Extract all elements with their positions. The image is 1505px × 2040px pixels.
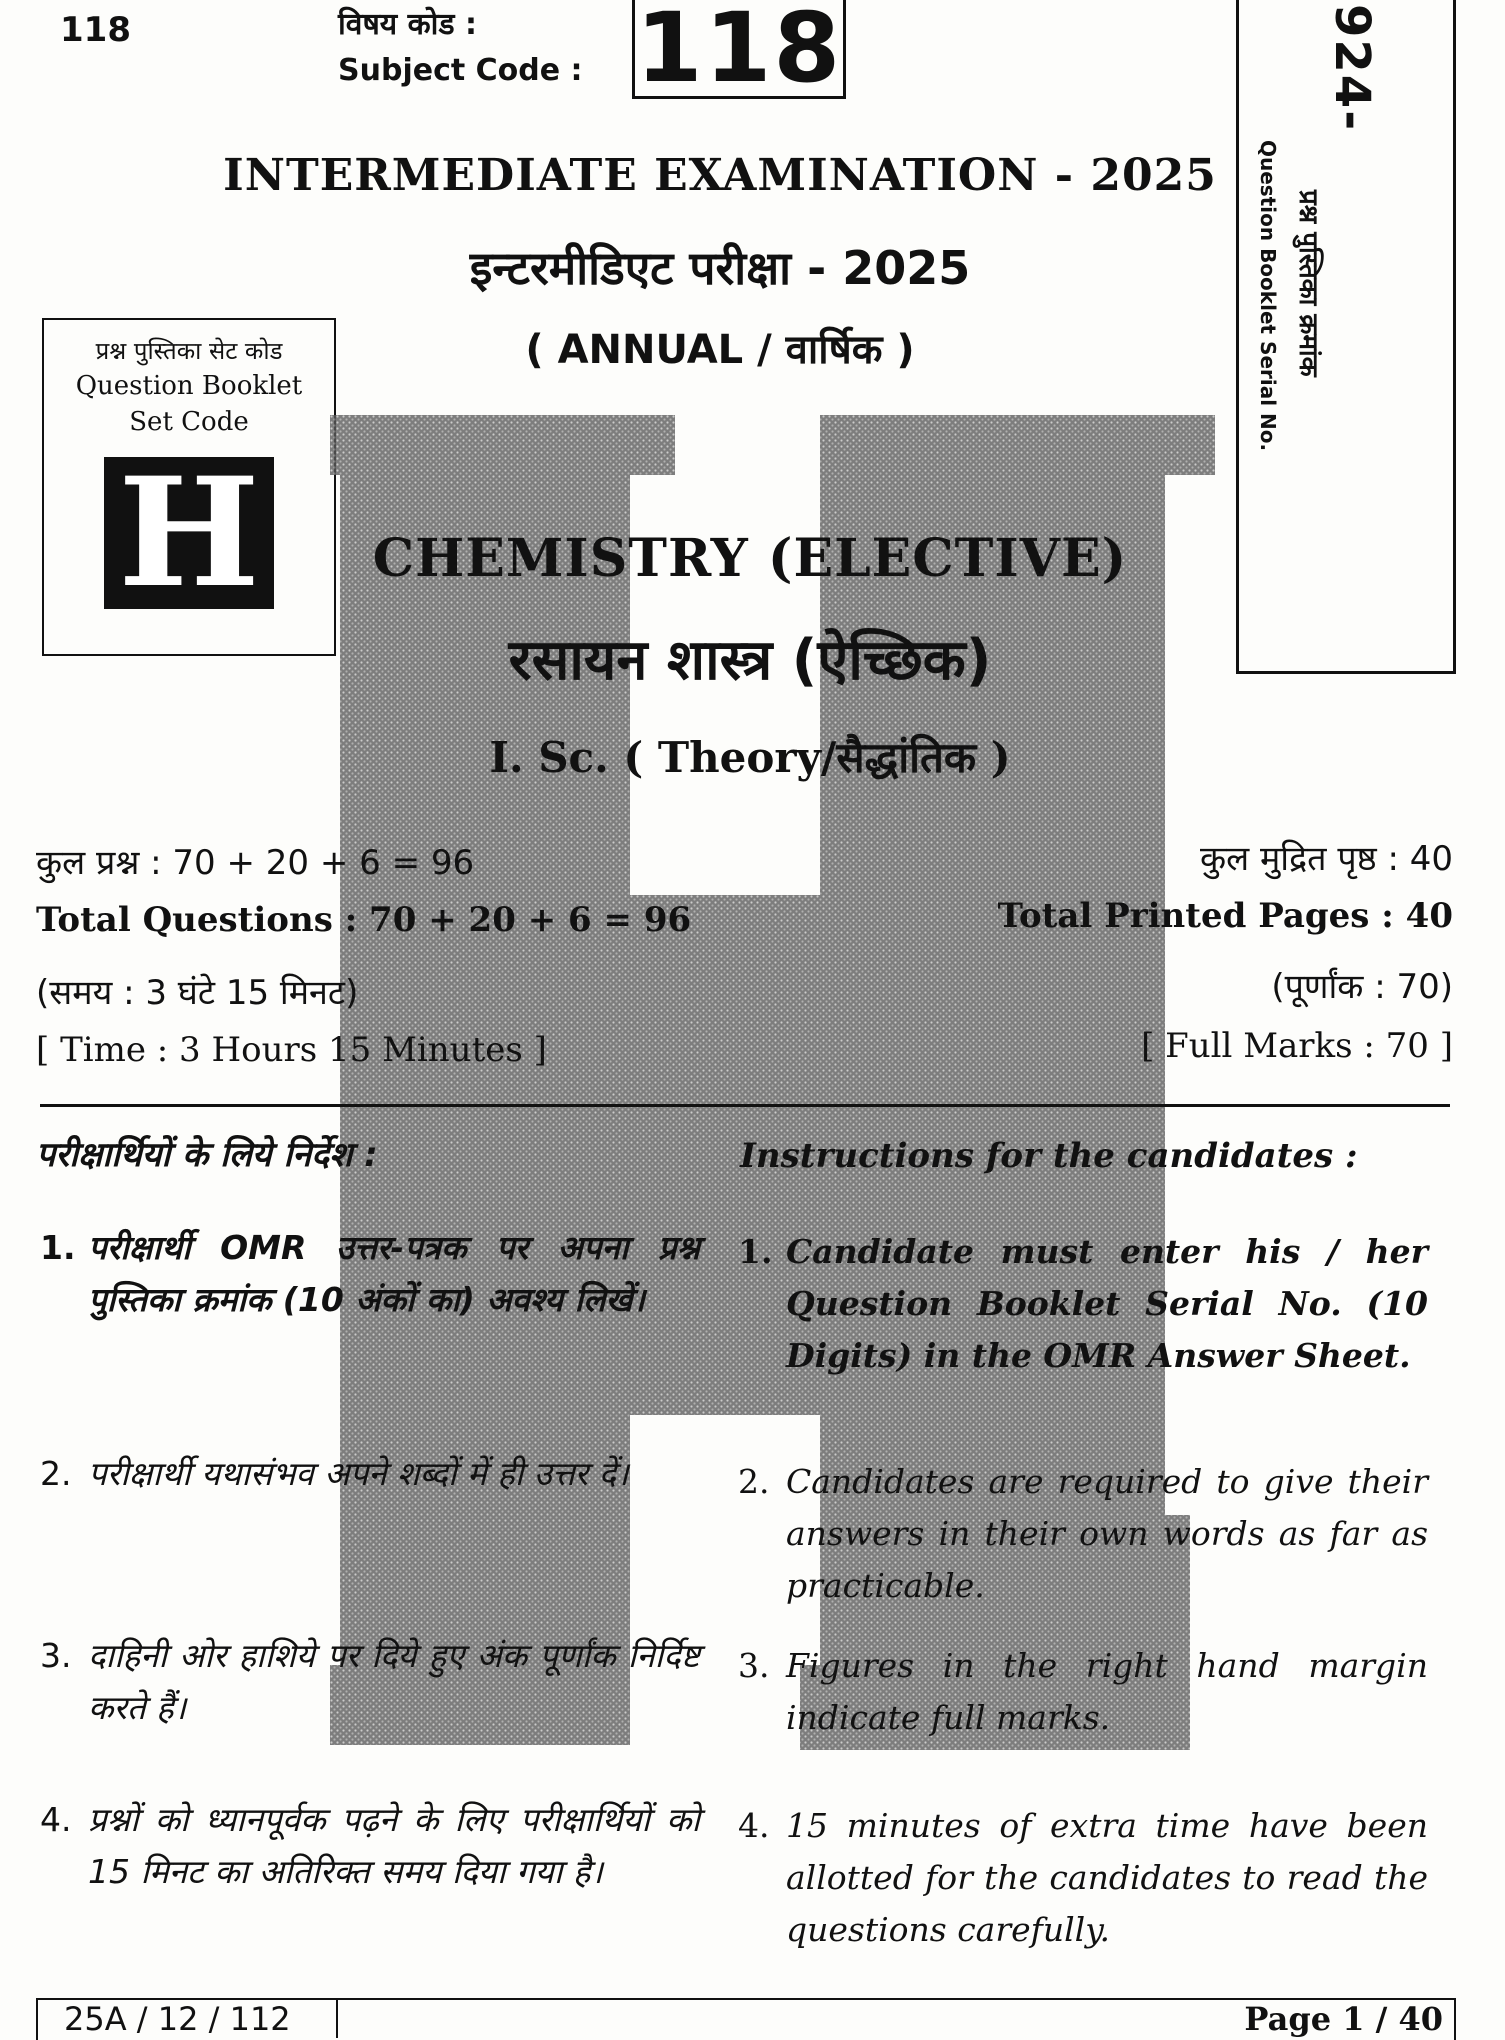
instruction-text: 15 minutes of extra time have been allotted for the candidates to read the questions carefully. xyxy=(786,1806,1428,1949)
instruction-number: 4. xyxy=(40,1800,72,1839)
instruction-text: परीक्षार्थी यथासंभव अपने शब्दों में ही उत्तर दें। xyxy=(88,1454,629,1493)
subject-code-labels xyxy=(338,2,583,94)
exam-title: INTERMEDIATE EXAMINATION - 2025 xyxy=(223,150,1217,201)
printed-pages-hi: कुल मुद्रित पृष्ठ : 40 xyxy=(1199,839,1453,879)
instruction-number: 2. xyxy=(40,1454,72,1493)
page-number: Page 1 / 40 xyxy=(1244,2000,1443,2038)
instruction-text: Candidate must enter his / her Question Booklet Serial No. (10 Digits) in the OMR Answer Sheet. xyxy=(786,1232,1428,1375)
instruction-text: परीक्षार्थी OMR उत्तर-पत्रक पर अपना प्रश्न पुस्तिका क्रमांक (10 अंकों का) अवश्य लिखें। xyxy=(88,1228,700,1319)
instruction-text: Figures in the right hand margin indicate full marks. xyxy=(786,1646,1428,1737)
footer-code: 25A / 12 / 112 xyxy=(64,2000,291,2038)
instruction-number: 1. xyxy=(40,1228,76,1267)
subject-code-box: 118 xyxy=(632,0,846,99)
instruction-number: 1. xyxy=(738,1232,773,1271)
instruction-en-3 xyxy=(738,1640,1428,1744)
instruction-number: 2. xyxy=(738,1462,770,1501)
instructions-heading-en: Instructions for the candidates : xyxy=(740,1136,1358,1176)
instruction-text: प्रश्नों को ध्यानपूर्वक पढ़ने के लिए परीक्षार्थियों को 15 मिनट का अतिरिक्त समय दिया गया है। xyxy=(88,1800,700,1891)
instruction-en-1 xyxy=(738,1226,1428,1382)
instruction-hi-3 xyxy=(40,1630,700,1734)
subject-name-hi: रसायन शास्त्र (ऐच्छिक) xyxy=(508,628,992,693)
instruction-hi-1 xyxy=(40,1222,700,1326)
instruction-text: Candidates are required to give their answers in their own words as far as practicable. xyxy=(786,1462,1428,1605)
serial-label-en: Question Booklet Serial No. xyxy=(1256,140,1280,452)
divider xyxy=(40,1104,1450,1107)
instruction-hi-4 xyxy=(40,1794,700,1898)
instruction-number: 3. xyxy=(738,1646,770,1685)
instruction-number: 4. xyxy=(738,1806,770,1845)
full-marks-hi: (पूर्णांक : 70) xyxy=(1271,967,1453,1007)
time-en: [ Time : 3 Hours 15 Minutes ] xyxy=(36,1030,547,1070)
set-code-label-hi: प्रश्न पुस्तिका सेट कोड xyxy=(95,337,283,365)
set-code-letter: H xyxy=(104,457,274,609)
instruction-en-4 xyxy=(738,1800,1428,1956)
set-code-label-en-1: Question Booklet xyxy=(75,371,303,401)
serial-label-hi: प्रश्न पुस्तिका क्रमांक xyxy=(1293,190,1323,377)
serial-number: 924- xyxy=(1324,4,1380,133)
total-questions-hi: कुल प्रश्न : 70 + 20 + 6 = 96 xyxy=(36,843,475,883)
printed-pages-en: Total Printed Pages : 40 xyxy=(997,896,1453,936)
exam-title-hi: इन्टरमीडिएट परीक्षा - 2025 xyxy=(469,241,971,295)
time-hi: (समय : 3 घंटे 15 मिनट) xyxy=(36,973,359,1013)
set-code-label-en-2: Set Code xyxy=(129,407,249,437)
instruction-hi-2 xyxy=(40,1448,700,1500)
subject-name: CHEMISTRY (ELECTIVE) xyxy=(372,528,1128,589)
instructions-heading-hi: परीक्षार्थियों के लिये निर्देश : xyxy=(36,1135,378,1175)
stream: I. Sc. ( Theory/सैद्धांतिक ) xyxy=(489,733,1011,782)
subject-code-label-hi: विषय कोड : xyxy=(338,7,477,42)
set-code-box xyxy=(42,318,336,656)
instruction-number: 3. xyxy=(40,1636,72,1675)
paper-code: 118 xyxy=(60,10,131,50)
full-marks-en: [ Full Marks : 70 ] xyxy=(1141,1026,1453,1066)
instruction-text: दाहिनी ओर हाशिये पर दिये हुए अंक पूर्णांक निर्दिष्ट करते हैं। xyxy=(88,1636,700,1727)
instruction-en-2 xyxy=(738,1456,1428,1612)
subject-code-label-en: Subject Code : xyxy=(338,53,583,88)
exam-type: ( ANNUAL / वार्षिक ) xyxy=(525,327,915,373)
total-questions-en: Total Questions : 70 + 20 + 6 = 96 xyxy=(36,900,692,940)
